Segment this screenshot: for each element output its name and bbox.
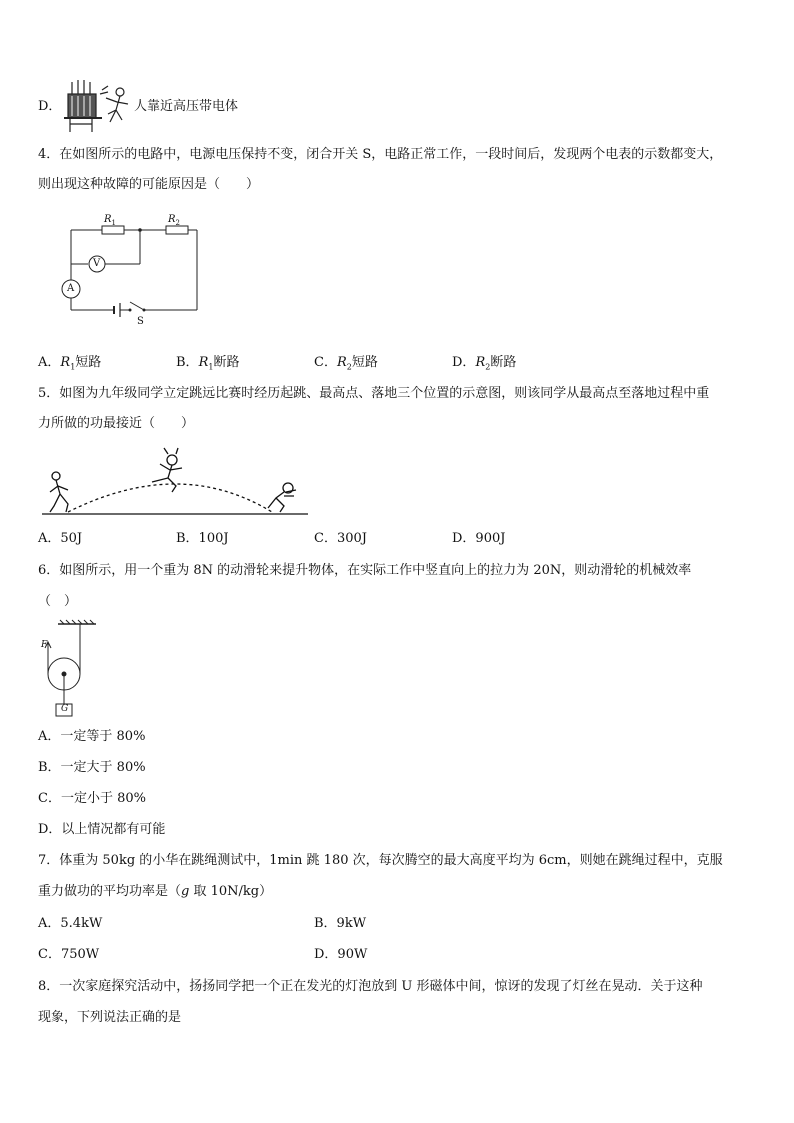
long-jump-figure — [40, 446, 310, 522]
q7-option-c: C．750W — [38, 947, 100, 962]
q6-option-c: C．一定小于 80% — [38, 791, 146, 806]
high-voltage-figure — [62, 78, 134, 134]
q6-stem-line1: 6．如图所示，用一个重为 8N 的动滑轮来提升物体，在实际工作中竖直向上的拉力为 20N，则动滑轮的机械效率 — [38, 563, 692, 578]
q5-option-a: A．50J — [38, 531, 83, 546]
q7-option-d: D．90W — [314, 947, 368, 962]
switch-label: S — [137, 316, 144, 327]
q4-option-b: B．$R_1$断路 — [176, 355, 240, 372]
q6-option-a: A．一定等于 80% — [38, 729, 146, 744]
q7-stem-line2: 重力做功的平均功率是（g 取 10N/kg） — [38, 884, 273, 899]
q7-stem-line1: 7．体重为 50kg 的小华在跳绳测试中，1min 跳 180 次，每次腾空的最大高度平均为 6cm，则她在跳绳过程中，克服 — [38, 853, 723, 868]
q6-stem-line2: （ ） — [38, 594, 78, 609]
force-label: F — [41, 640, 48, 650]
q6-option-d: D．以上情况都有可能 — [38, 822, 166, 837]
q7-option-a: A．5.4kW — [38, 916, 103, 931]
voltmeter-label: V — [93, 258, 101, 269]
circuit-wires — [54, 210, 204, 332]
q5-option-c: C．300J — [314, 531, 367, 546]
q4-option-a: A．$R_1$短路 — [38, 355, 102, 372]
q3-option-d-letter: D． — [38, 99, 62, 114]
q5-stem-line2: 力所做的功最接近（ ） — [38, 416, 195, 431]
weight-label: G — [61, 704, 69, 714]
q4-option-c: C．$R_2$短路 — [314, 355, 378, 372]
q8-stem-line1: 8．一次家庭探究活动中，扬扬同学把一个正在发光的灯泡放到 U 形磁体中间，惊讶的发现了灯丝在晃动．关于这种 — [38, 979, 703, 994]
pulley-lines — [40, 618, 110, 722]
q6-option-b: B．一定大于 80% — [38, 760, 146, 775]
q5-stem-line1: 5．如图为九年级同学立定跳远比赛时经历起跳、最高点、落地三个位置的示意图，则该同学从最高点至落地过程中重 — [38, 386, 710, 401]
r2-label: $R_2$ — [168, 214, 180, 227]
q8-stem-line2: 现象，下列说法正确的是 — [38, 1010, 182, 1025]
q4-option-d: D．$R_2$断路 — [452, 355, 517, 372]
q4-stem-line1: 4．在如图所示的电路中，电源电压保持不变，闭合开关 S，电路正常工作，一段时间后，发现两个电表的示数都变大， — [38, 147, 723, 162]
q3-option-d-text: 人靠近高压带电体 — [134, 99, 239, 114]
q5-option-d: D．900J — [452, 531, 506, 546]
pulley-diagram — [40, 618, 110, 722]
q7-option-b: B．9kW — [314, 916, 367, 931]
q4-stem-line2: 则出现这种故障的可能原因是（ ） — [38, 177, 260, 192]
circuit-diagram — [54, 210, 204, 332]
ammeter-label: A — [67, 283, 75, 294]
q5-option-b: B．100J — [176, 531, 229, 546]
r1-label: $R_1$ — [104, 214, 116, 227]
